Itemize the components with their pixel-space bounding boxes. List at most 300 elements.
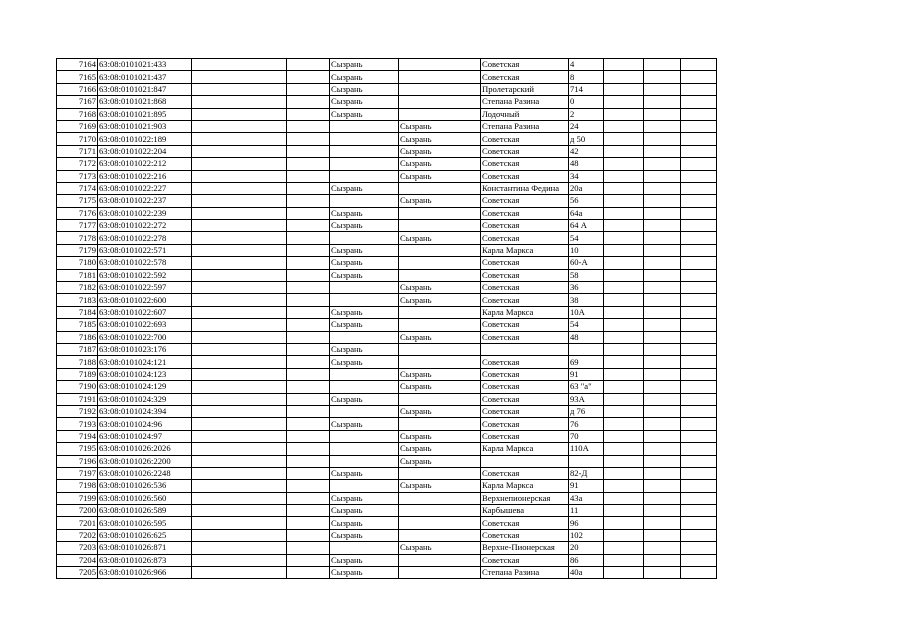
empty-cell xyxy=(644,381,681,393)
locality-cell xyxy=(399,269,481,281)
empty-cell xyxy=(192,418,287,430)
street-cell: Карбышева xyxy=(481,505,569,517)
city-cell xyxy=(330,294,399,306)
empty-cell xyxy=(604,529,644,541)
locality-cell xyxy=(399,343,481,355)
locality-cell xyxy=(399,96,481,108)
table-row xyxy=(57,244,717,256)
empty-cell xyxy=(287,170,330,182)
row-number-cell: 7188 xyxy=(57,356,98,368)
city-cell: Сызрань xyxy=(330,393,399,405)
house-number-cell: 110А xyxy=(569,443,604,455)
row-number-cell: 7178 xyxy=(57,232,98,244)
row-number-cell: 7197 xyxy=(57,467,98,479)
table-row xyxy=(57,455,717,467)
street-cell xyxy=(481,343,569,355)
locality-cell xyxy=(399,529,481,541)
street-cell: Карла Маркса xyxy=(481,480,569,492)
row-number-cell: 7205 xyxy=(57,567,98,579)
empty-cell xyxy=(192,480,287,492)
city-cell: Сызрань xyxy=(330,517,399,529)
empty-cell xyxy=(681,220,717,232)
empty-cell xyxy=(604,108,644,120)
empty-cell xyxy=(681,145,717,157)
street-cell: Карла Маркса xyxy=(481,306,569,318)
empty-cell xyxy=(192,430,287,442)
empty-cell xyxy=(604,158,644,170)
house-number-cell: 64а xyxy=(569,207,604,219)
street-cell: Константина Федина xyxy=(481,182,569,194)
row-number-cell: 7176 xyxy=(57,207,98,219)
row-number-cell: 7190 xyxy=(57,381,98,393)
empty-cell xyxy=(681,59,717,71)
house-number-cell: 64 А xyxy=(569,220,604,232)
city-cell: Сызрань xyxy=(330,244,399,256)
empty-cell xyxy=(192,319,287,331)
cadastral-number-cell: 63:08:0101026:873 xyxy=(98,554,192,566)
house-number-cell: д 76 xyxy=(569,405,604,417)
locality-cell xyxy=(399,71,481,83)
table-row xyxy=(57,368,717,380)
street-cell: Советская xyxy=(481,269,569,281)
cadastral-number-cell: 63:08:0101022:212 xyxy=(98,158,192,170)
empty-cell xyxy=(287,405,330,417)
city-cell: Сызрань xyxy=(330,529,399,541)
empty-cell xyxy=(604,244,644,256)
empty-cell xyxy=(644,133,681,145)
row-number-cell: 7187 xyxy=(57,343,98,355)
row-number-cell: 7167 xyxy=(57,96,98,108)
empty-cell xyxy=(192,71,287,83)
table-row xyxy=(57,418,717,430)
street-cell: Советская xyxy=(481,220,569,232)
house-number-cell: 54 xyxy=(569,319,604,331)
empty-cell xyxy=(604,71,644,83)
empty-cell xyxy=(644,455,681,467)
row-number-cell: 7173 xyxy=(57,170,98,182)
empty-cell xyxy=(681,480,717,492)
empty-cell xyxy=(192,554,287,566)
table-row xyxy=(57,195,717,207)
cadastral-number-cell: 63:08:0101022:607 xyxy=(98,306,192,318)
table-row xyxy=(57,567,717,579)
locality-cell: Сызрань xyxy=(399,145,481,157)
table-row xyxy=(57,356,717,368)
empty-cell xyxy=(644,182,681,194)
empty-cell xyxy=(192,529,287,541)
street-cell: Советская xyxy=(481,529,569,541)
house-number-cell: 20а xyxy=(569,182,604,194)
empty-cell xyxy=(287,96,330,108)
table-row xyxy=(57,554,717,566)
street-cell: Советская xyxy=(481,145,569,157)
empty-cell xyxy=(287,368,330,380)
empty-cell xyxy=(644,269,681,281)
house-number-cell: 4 xyxy=(569,59,604,71)
table-row xyxy=(57,294,717,306)
empty-cell xyxy=(644,356,681,368)
empty-cell xyxy=(644,232,681,244)
street-cell: Советская xyxy=(481,71,569,83)
empty-cell xyxy=(681,554,717,566)
empty-cell xyxy=(604,269,644,281)
empty-cell xyxy=(644,120,681,132)
empty-cell xyxy=(604,418,644,430)
empty-cell xyxy=(644,505,681,517)
cadastral-number-cell: 63:08:0101022:571 xyxy=(98,244,192,256)
empty-cell xyxy=(604,294,644,306)
city-cell: Сызрань xyxy=(330,319,399,331)
empty-cell xyxy=(287,158,330,170)
empty-cell xyxy=(192,567,287,579)
table-row xyxy=(57,120,717,132)
locality-cell: Сызрань xyxy=(399,542,481,554)
city-cell: Сызрань xyxy=(330,96,399,108)
empty-cell xyxy=(604,542,644,554)
empty-cell xyxy=(604,480,644,492)
empty-cell xyxy=(681,257,717,269)
empty-cell xyxy=(604,517,644,529)
empty-cell xyxy=(681,368,717,380)
house-number-cell: 76 xyxy=(569,418,604,430)
table-row xyxy=(57,467,717,479)
empty-cell xyxy=(287,145,330,157)
empty-cell xyxy=(604,567,644,579)
house-number-cell: 0 xyxy=(569,96,604,108)
empty-cell xyxy=(644,430,681,442)
empty-cell xyxy=(604,207,644,219)
cadastral-number-cell: 63:08:0101026:871 xyxy=(98,542,192,554)
street-cell: Советская xyxy=(481,368,569,380)
table-row xyxy=(57,343,717,355)
cadastral-number-cell: 63:08:0101021:437 xyxy=(98,71,192,83)
empty-cell xyxy=(287,356,330,368)
table-row xyxy=(57,220,717,232)
table-body xyxy=(57,59,717,579)
locality-cell xyxy=(399,257,481,269)
cadastral-number-cell: 63:08:0101026:2026 xyxy=(98,443,192,455)
empty-cell xyxy=(192,282,287,294)
house-number-cell: 42 xyxy=(569,145,604,157)
empty-cell xyxy=(681,542,717,554)
empty-cell xyxy=(644,108,681,120)
house-number-cell: 48 xyxy=(569,158,604,170)
city-cell: Сызрань xyxy=(330,567,399,579)
street-cell: Советская xyxy=(481,133,569,145)
empty-cell xyxy=(644,158,681,170)
table-row xyxy=(57,381,717,393)
empty-cell xyxy=(192,59,287,71)
empty-cell xyxy=(192,158,287,170)
house-number-cell: 20 xyxy=(569,542,604,554)
empty-cell xyxy=(192,170,287,182)
house-number-cell: 40а xyxy=(569,567,604,579)
empty-cell xyxy=(287,517,330,529)
empty-cell xyxy=(287,542,330,554)
locality-cell: Сызрань xyxy=(399,331,481,343)
cadastral-number-cell: 63:08:0101022:237 xyxy=(98,195,192,207)
empty-cell xyxy=(287,182,330,194)
empty-cell xyxy=(681,467,717,479)
empty-cell xyxy=(604,59,644,71)
house-number-cell: 8 xyxy=(569,71,604,83)
empty-cell xyxy=(644,393,681,405)
cadastral-number-cell: 63:08:0101024:123 xyxy=(98,368,192,380)
empty-cell xyxy=(192,467,287,479)
empty-cell xyxy=(192,232,287,244)
empty-cell xyxy=(681,455,717,467)
cadastral-number-cell: 63:08:0101022:227 xyxy=(98,182,192,194)
row-number-cell: 7189 xyxy=(57,368,98,380)
city-cell xyxy=(330,133,399,145)
cadastral-number-cell: 63:08:0101021:868 xyxy=(98,96,192,108)
cadastral-number-cell: 63:08:0101026:2248 xyxy=(98,467,192,479)
cadastral-number-cell: 63:08:0101024:129 xyxy=(98,381,192,393)
cadastral-number-cell: 63:08:0101022:600 xyxy=(98,294,192,306)
street-cell: Советская xyxy=(481,282,569,294)
table-row xyxy=(57,443,717,455)
city-cell: Сызрань xyxy=(330,467,399,479)
locality-cell xyxy=(399,306,481,318)
empty-cell xyxy=(681,282,717,294)
locality-cell xyxy=(399,567,481,579)
row-number-cell: 7184 xyxy=(57,306,98,318)
street-cell: Советская xyxy=(481,59,569,71)
cadastral-number-cell: 63:08:0101026:2200 xyxy=(98,455,192,467)
row-number-cell: 7181 xyxy=(57,269,98,281)
empty-cell xyxy=(681,517,717,529)
row-number-cell: 7192 xyxy=(57,405,98,417)
street-cell: Советская xyxy=(481,207,569,219)
city-cell xyxy=(330,368,399,380)
empty-cell xyxy=(192,257,287,269)
table-row xyxy=(57,170,717,182)
city-cell xyxy=(330,405,399,417)
table-row xyxy=(57,405,717,417)
empty-cell xyxy=(192,244,287,256)
locality-cell: Сызрань xyxy=(399,381,481,393)
empty-cell xyxy=(644,368,681,380)
cadastral-number-cell: 63:08:0101024:121 xyxy=(98,356,192,368)
locality-cell xyxy=(399,393,481,405)
city-cell xyxy=(330,170,399,182)
empty-cell xyxy=(192,443,287,455)
house-number-cell: 11 xyxy=(569,505,604,517)
row-number-cell: 7166 xyxy=(57,83,98,95)
empty-cell xyxy=(644,567,681,579)
row-number-cell: 7182 xyxy=(57,282,98,294)
empty-cell xyxy=(604,145,644,157)
street-cell: Советская xyxy=(481,418,569,430)
empty-cell xyxy=(644,220,681,232)
cadastral-number-cell: 63:08:0101026:536 xyxy=(98,480,192,492)
empty-cell xyxy=(604,170,644,182)
empty-cell xyxy=(681,269,717,281)
empty-cell xyxy=(681,244,717,256)
table-row xyxy=(57,71,717,83)
row-number-cell: 7196 xyxy=(57,455,98,467)
locality-cell: Сызрань xyxy=(399,480,481,492)
house-number-cell: 10А xyxy=(569,306,604,318)
empty-cell xyxy=(287,120,330,132)
empty-cell xyxy=(681,381,717,393)
empty-cell xyxy=(644,244,681,256)
empty-cell xyxy=(287,207,330,219)
empty-cell xyxy=(604,182,644,194)
row-number-cell: 7175 xyxy=(57,195,98,207)
house-number-cell: 58 xyxy=(569,269,604,281)
empty-cell xyxy=(192,455,287,467)
street-cell: Советская xyxy=(481,467,569,479)
city-cell: Сызрань xyxy=(330,343,399,355)
street-cell: Советская xyxy=(481,430,569,442)
city-cell xyxy=(330,145,399,157)
empty-cell xyxy=(287,71,330,83)
city-cell: Сызрань xyxy=(330,207,399,219)
row-number-cell: 7186 xyxy=(57,331,98,343)
empty-cell xyxy=(604,467,644,479)
cadastral-number-cell: 63:08:0101026:625 xyxy=(98,529,192,541)
empty-cell xyxy=(287,220,330,232)
empty-cell xyxy=(604,368,644,380)
locality-cell: Сызрань xyxy=(399,443,481,455)
empty-cell xyxy=(287,529,330,541)
locality-cell: Сызрань xyxy=(399,195,481,207)
street-cell: Степана Разина xyxy=(481,120,569,132)
empty-cell xyxy=(604,220,644,232)
city-cell xyxy=(330,158,399,170)
street-cell: Советская xyxy=(481,554,569,566)
table-row xyxy=(57,133,717,145)
city-cell: Сызрань xyxy=(330,220,399,232)
empty-cell xyxy=(192,343,287,355)
house-number-cell xyxy=(569,455,604,467)
house-number-cell: 43а xyxy=(569,492,604,504)
house-number-cell: 96 xyxy=(569,517,604,529)
table-row xyxy=(57,96,717,108)
table-row xyxy=(57,282,717,294)
empty-cell xyxy=(192,405,287,417)
table-row xyxy=(57,306,717,318)
empty-cell xyxy=(681,232,717,244)
city-cell: Сызрань xyxy=(330,269,399,281)
table-row xyxy=(57,529,717,541)
empty-cell xyxy=(681,158,717,170)
empty-cell xyxy=(681,505,717,517)
empty-cell xyxy=(604,120,644,132)
empty-cell xyxy=(192,83,287,95)
table-row xyxy=(57,430,717,442)
empty-cell xyxy=(644,282,681,294)
empty-cell xyxy=(681,207,717,219)
locality-cell xyxy=(399,244,481,256)
row-number-cell: 7201 xyxy=(57,517,98,529)
empty-cell xyxy=(192,505,287,517)
row-number-cell: 7199 xyxy=(57,492,98,504)
street-cell: Советская xyxy=(481,405,569,417)
street-cell: Советская xyxy=(481,331,569,343)
row-number-cell: 7185 xyxy=(57,319,98,331)
locality-cell xyxy=(399,517,481,529)
empty-cell xyxy=(681,356,717,368)
locality-cell xyxy=(399,505,481,517)
empty-cell xyxy=(604,381,644,393)
empty-cell xyxy=(604,257,644,269)
locality-cell: Сызрань xyxy=(399,120,481,132)
row-number-cell: 7183 xyxy=(57,294,98,306)
locality-cell: Сызрань xyxy=(399,405,481,417)
empty-cell xyxy=(604,96,644,108)
house-number-cell: 69 xyxy=(569,356,604,368)
empty-cell xyxy=(287,567,330,579)
house-number-cell: д 50 xyxy=(569,133,604,145)
empty-cell xyxy=(681,430,717,442)
empty-cell xyxy=(287,319,330,331)
locality-cell: Сызрань xyxy=(399,170,481,182)
row-number-cell: 7193 xyxy=(57,418,98,430)
empty-cell xyxy=(681,170,717,182)
cadastral-number-cell: 63:08:0101021:433 xyxy=(98,59,192,71)
empty-cell xyxy=(681,120,717,132)
street-cell: Советская xyxy=(481,356,569,368)
empty-cell xyxy=(192,368,287,380)
empty-cell xyxy=(287,443,330,455)
table-row xyxy=(57,492,717,504)
city-cell xyxy=(330,455,399,467)
empty-cell xyxy=(604,455,644,467)
empty-cell xyxy=(644,529,681,541)
empty-cell xyxy=(681,195,717,207)
city-cell: Сызрань xyxy=(330,71,399,83)
row-number-cell: 7168 xyxy=(57,108,98,120)
empty-cell xyxy=(192,492,287,504)
empty-cell xyxy=(604,282,644,294)
house-number-cell: 38 xyxy=(569,294,604,306)
empty-cell xyxy=(604,554,644,566)
empty-cell xyxy=(604,319,644,331)
empty-cell xyxy=(192,306,287,318)
city-cell xyxy=(330,430,399,442)
locality-cell xyxy=(399,207,481,219)
empty-cell xyxy=(192,517,287,529)
empty-cell xyxy=(644,319,681,331)
empty-cell xyxy=(644,96,681,108)
empty-cell xyxy=(287,269,330,281)
locality-cell: Сызрань xyxy=(399,232,481,244)
house-number-cell: 714 xyxy=(569,83,604,95)
house-number-cell: 54 xyxy=(569,232,604,244)
empty-cell xyxy=(287,331,330,343)
locality-cell xyxy=(399,418,481,430)
city-cell: Сызрань xyxy=(330,492,399,504)
empty-cell xyxy=(644,443,681,455)
empty-cell xyxy=(192,108,287,120)
locality-cell xyxy=(399,220,481,232)
row-number-cell: 7198 xyxy=(57,480,98,492)
empty-cell xyxy=(604,83,644,95)
empty-cell xyxy=(644,59,681,71)
cadastral-number-cell: 63:08:0101026:589 xyxy=(98,505,192,517)
street-cell: Карла Маркса xyxy=(481,244,569,256)
empty-cell xyxy=(644,517,681,529)
city-cell xyxy=(330,381,399,393)
city-cell: Сызрань xyxy=(330,257,399,269)
city-cell: Сызрань xyxy=(330,356,399,368)
empty-cell xyxy=(644,257,681,269)
table-row xyxy=(57,158,717,170)
empty-cell xyxy=(604,405,644,417)
cadastral-number-cell: 63:08:0101021:895 xyxy=(98,108,192,120)
